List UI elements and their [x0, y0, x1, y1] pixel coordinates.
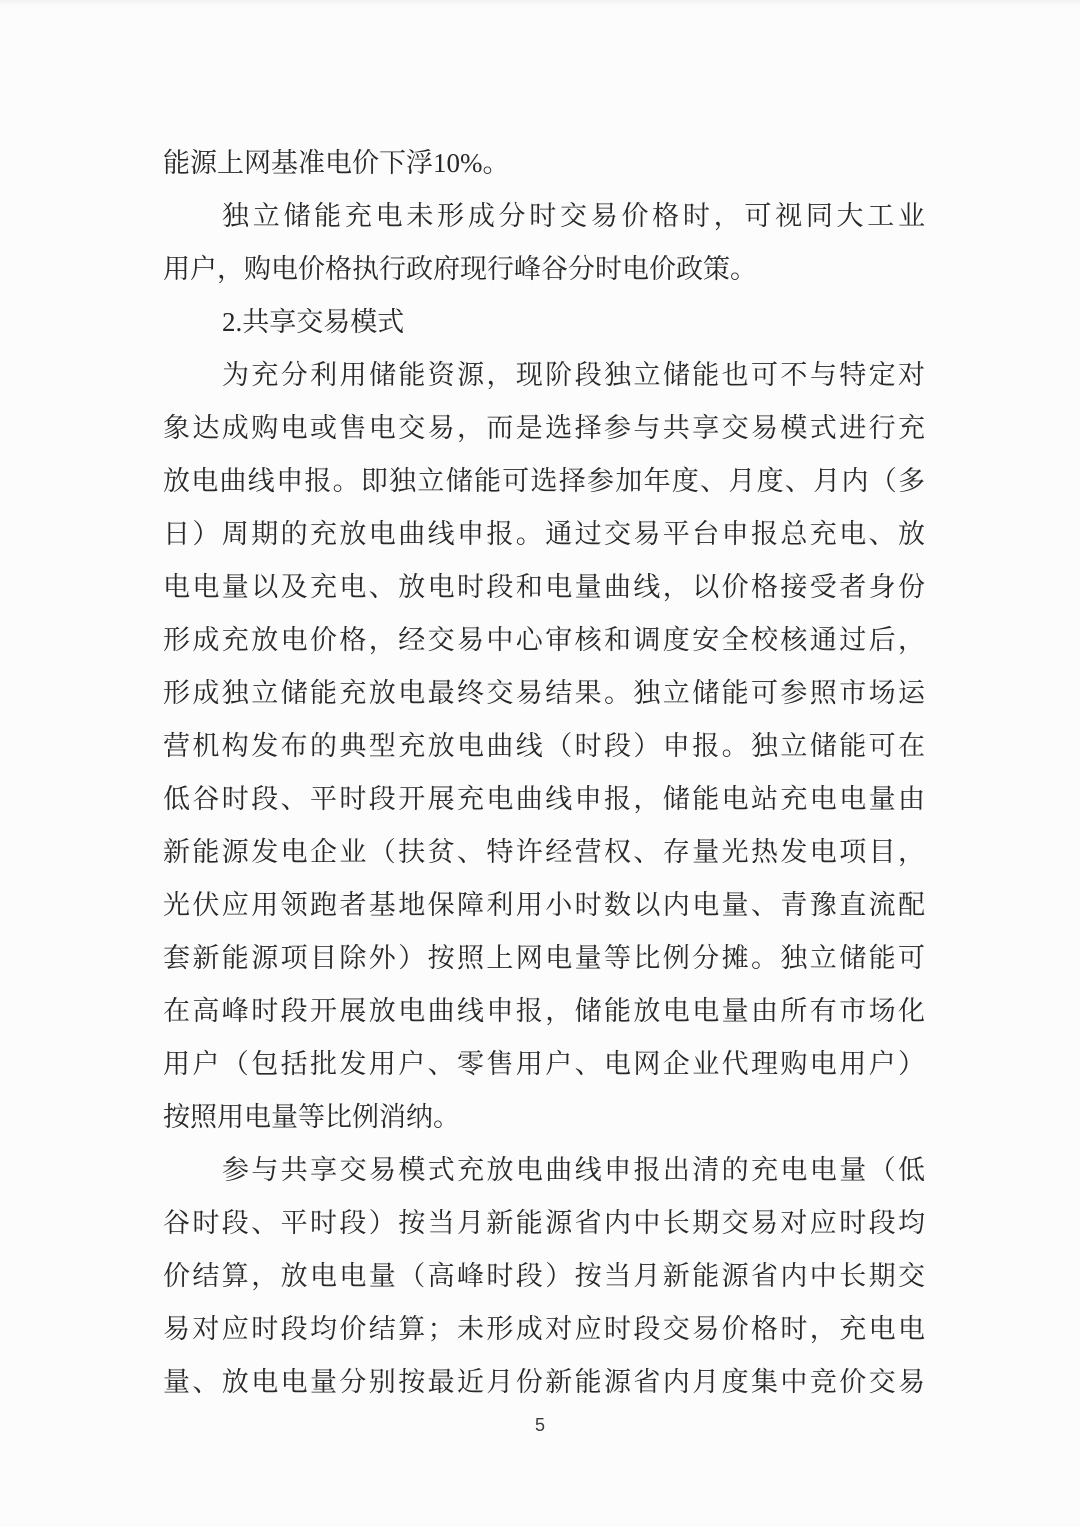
- text-line: 谷时段、平时段）按当月新能源省内中长期交易对应时段均: [163, 1208, 925, 1238]
- text-line: 能源上网基准电价下浮10%。: [163, 148, 510, 178]
- text-line: 用户（包括批发用户、零售用户、电网企业代理购电用户）: [163, 1049, 925, 1079]
- text-line: 象达成购电或售电交易，而是选择参与共享交易模式进行充: [163, 413, 925, 443]
- text-line: 光伏应用领跑者基地保障利用小时数以内电量、青豫直流配: [163, 890, 925, 920]
- text-line: 参与共享交易模式充放电曲线申报出清的充电电量（低: [222, 1155, 925, 1185]
- text-line: 独立储能充电未形成分时交易价格时，可视同大工业: [222, 201, 925, 231]
- text-line: 套新能源项目除外）按照上网电量等比例分摊。独立储能可: [163, 943, 925, 973]
- text-line: 营机构发布的典型充放电曲线（时段）申报。独立储能可在: [163, 731, 925, 761]
- text-line: 价结算，放电电量（高峰时段）按当月新能源省内中长期交: [163, 1261, 925, 1291]
- text-line: 低谷时段、平时段开展充电曲线申报，储能电站充电电量由: [163, 784, 925, 814]
- text-line: 日）周期的充放电曲线申报。通过交易平台申报总充电、放: [163, 519, 925, 549]
- text-line: 为充分利用储能资源，现阶段独立储能也可不与特定对: [222, 360, 925, 390]
- text-line: 2.共享交易模式: [222, 307, 405, 337]
- text-line: 量、放电电量分别按最近月份新能源省内月度集中竞价交易: [163, 1367, 925, 1397]
- page-number: 5: [534, 1415, 545, 1435]
- text-line: 放电曲线申报。即独立储能可选择参加年度、月度、月内（多: [163, 466, 925, 496]
- text-line: 用户，购电价格执行政府现行峰谷分时电价政策。: [163, 254, 757, 284]
- text-line: 按照用电量等比例消纳。: [163, 1102, 460, 1132]
- text-line: 易对应时段均价结算；未形成对应时段交易价格时，充电电: [163, 1314, 925, 1344]
- text-line: 形成充放电价格，经交易中心审核和调度安全校核通过后，: [163, 625, 925, 655]
- text-line: 新能源发电企业（扶贫、特许经营权、存量光热发电项目，: [163, 837, 925, 867]
- text-line: 形成独立储能充放电最终交易结果。独立储能可参照市场运: [163, 678, 925, 708]
- text-line: 在高峰时段开展放电曲线申报，储能放电电量由所有市场化: [163, 996, 925, 1026]
- document-body-text: [163, 137, 925, 1409]
- text-line: 电电量以及充电、放电时段和电量曲线，以价格接受者身份: [163, 572, 925, 602]
